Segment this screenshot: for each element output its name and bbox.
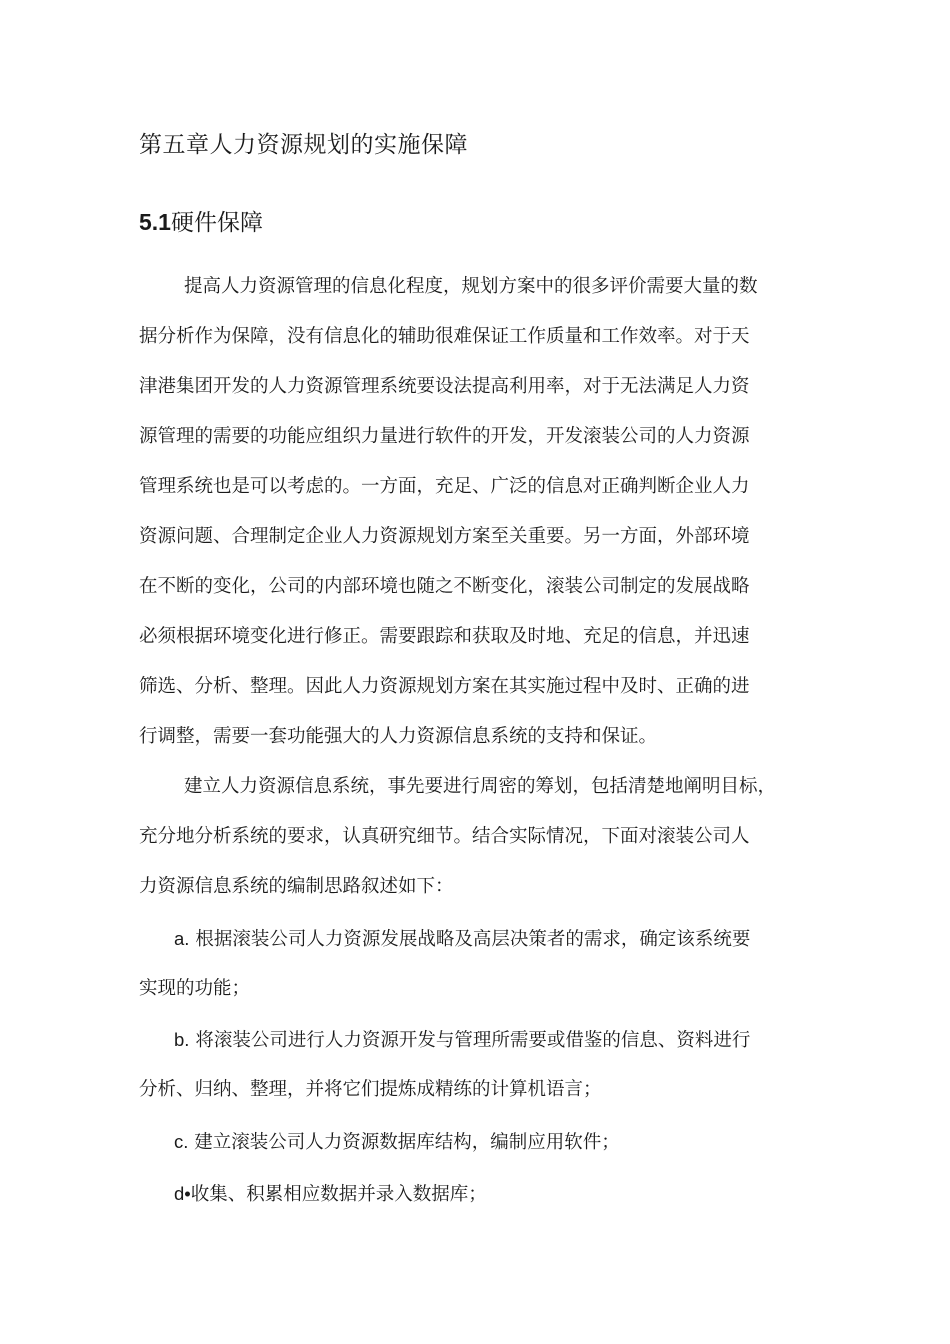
list-item-text: 建立滚装公司人力资源数据库结构，编制应用软件；	[194, 1132, 620, 1153]
list-marker: a.	[174, 928, 190, 949]
list-item-continuation: 分析、归纳、整理，并将它们提炼成精练的计算机语言；	[139, 1079, 602, 1100]
paragraph-line: 必须根据环境变化进行修正。需要跟踪和获取及时地、充足的信息，并迅速	[139, 626, 750, 647]
paragraph-line: 据分析作为保障，没有信息化的辅助很难保证工作质量和工作效率。对于天	[139, 326, 750, 347]
paragraph-line: 资源问题、合理制定企业人力资源规划方案至关重要。另一方面，外部环境	[139, 526, 750, 547]
paragraph-line: 力资源信息系统的编制思路叙述如下：	[139, 876, 454, 897]
list-item-text: 收集、积累相应数据并录入数据库；	[190, 1184, 487, 1205]
list-item-text: 将滚装公司进行人力资源开发与管理所需要或借鉴的信息、资料进行	[195, 1030, 751, 1051]
paragraph-line: 在不断的变化，公司的内部环境也随之不断变化，滚装公司制定的发展战略	[139, 576, 750, 597]
list-marker: d•	[174, 1183, 191, 1204]
paragraph-line: 源管理的需要的功能应组织力量进行软件的开发，开发滚装公司的人力资源	[139, 426, 750, 447]
paragraph-line: 提高人力资源管理的信息化程度，规划方案中的很多评价需要大量的数	[184, 276, 758, 297]
paragraph-line: 充分地分析系统的要求，认真研究细节。结合实际情况，下面对滚装公司人	[139, 826, 750, 847]
paragraph-line: 管理系统也是可以考虑的。一方面，充足、广泛的信息对正确判断企业人力	[139, 476, 750, 497]
paragraph-line: 津港集团开发的人力资源管理系统要设法提高利用率，对于无法满足人力资	[139, 376, 750, 397]
paragraph-line: 行调整，需要一套功能强大的人力资源信息系统的支持和保证。	[139, 726, 658, 747]
list-marker: c.	[174, 1131, 189, 1152]
paragraph-line: 建立人力资源信息系统，事先要进行周密的筹划，包括清楚地阐明目标，	[184, 776, 777, 797]
list-item	[174, 1027, 750, 1054]
list-item	[174, 926, 750, 953]
section-heading	[139, 204, 263, 237]
list-item	[174, 1129, 620, 1156]
list-item	[174, 1181, 487, 1208]
chapter-title: 第五章人力资源规划的实施保障	[139, 132, 468, 158]
list-marker: b.	[174, 1029, 190, 1050]
list-item-text: 根据滚装公司人力资源发展战略及高层决策者的需求，确定该系统要	[195, 929, 751, 950]
section-number: 5.1	[139, 209, 171, 235]
list-item-continuation: 实现的功能；	[139, 978, 251, 999]
section-title: 硬件保障	[170, 210, 263, 236]
paragraph-line: 筛选、分析、整理。因此人力资源规划方案在其实施过程中及时、正确的进	[139, 676, 750, 697]
